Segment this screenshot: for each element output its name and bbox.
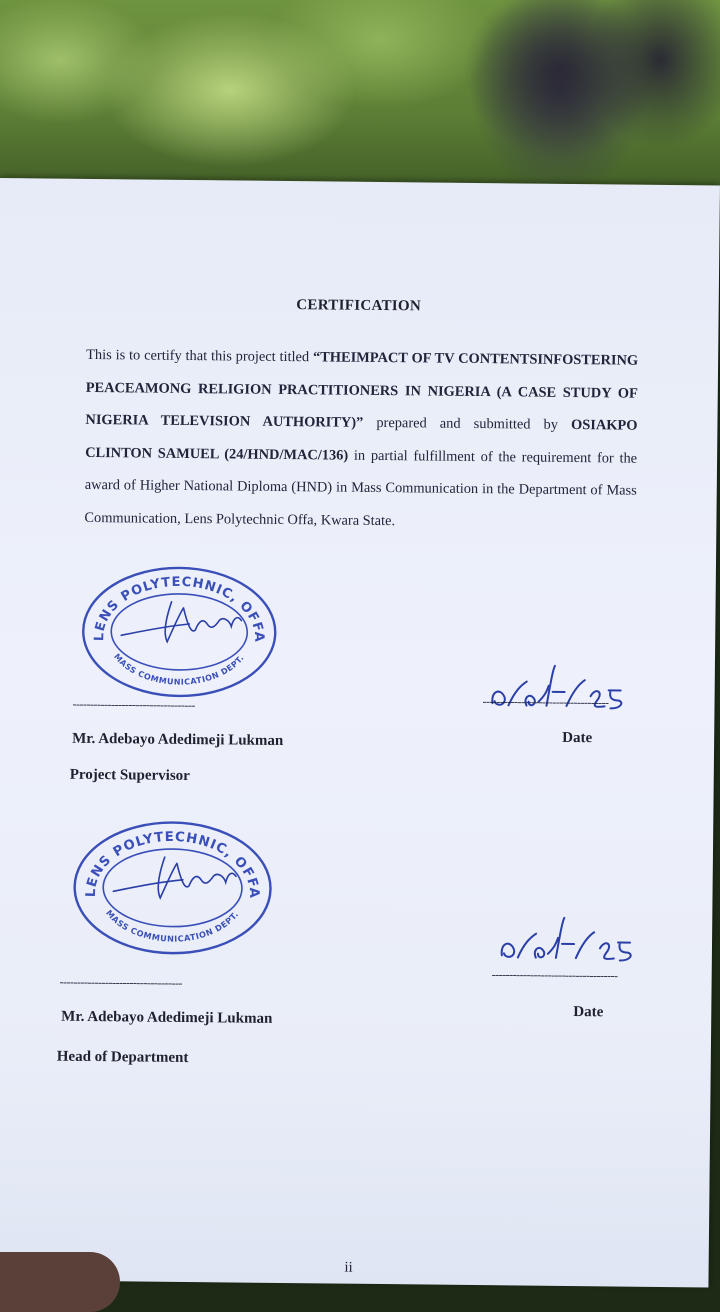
blurred-person [440, 0, 680, 190]
intro-text: This is to certify that this project titled [86, 346, 310, 366]
handwritten-date-1 [486, 661, 637, 719]
department-stamp [79, 563, 280, 701]
stamp-bottom-text: MASS COMMUNICATION DEPT. [112, 651, 246, 687]
supervisor-name: Mr. Adebayo Adedimeji Lukman [72, 730, 284, 749]
date-line-1: ------------------------------------ [482, 694, 609, 710]
handwritten-date-2 [496, 911, 647, 973]
date-line-2: ------------------------------------ [491, 967, 618, 983]
svg-text:LENS POLYTECHNIC, OFFA [84, 829, 262, 899]
project-title: “THEIMPACT OF TV CONTENTSINFOSTERING PEACEAMONG RELIGION PRACTITIONERS IN NIGERIA (A CASE STUDY OF NIGERIA TELEVISION AUTHORITY)” [85, 349, 639, 431]
stamp-top-text: LENS POLYTECHNIC, OFFA [83, 829, 262, 900]
hod-role: Head of Department [56, 1048, 189, 1067]
hod-name: Mr. Adebayo Adedimeji Lukman [61, 1008, 273, 1027]
fulfillment-text: in partial fulfillment of the requirement for the award of Higher National Diploma (HND) in Mass Communication in the Department of Mass Communication, Lens Polytechnic Offa, Kwara State. [84, 447, 638, 529]
stamp-bottom-text: MASS COMMUNICATION DEPT. [104, 907, 241, 944]
student-name: OSIAKPO CLINTON SAMUEL (24/HND/MAC/136) [85, 416, 638, 464]
holding-thumb [0, 1252, 120, 1312]
signature-icon [121, 601, 241, 642]
page-title: CERTIFICATION [296, 297, 422, 315]
page-number: ii [344, 1259, 353, 1276]
supervisor-role: Project Supervisor [69, 766, 190, 785]
prepared-text: prepared and submitted by [376, 414, 559, 433]
signature-icon [113, 857, 236, 899]
certificate-page [0, 178, 720, 1287]
stamp-top-text: LENS POLYTECHNIC, OFFA [92, 574, 267, 643]
certification-paragraph [84, 339, 638, 540]
signature-line-2: ----------------------------------- [59, 974, 183, 990]
supervisor-date-label: Date [562, 729, 593, 747]
hod-date-label: Date [573, 1004, 604, 1021]
department-stamp [70, 817, 275, 959]
signature-line-1: ----------------------------------- [72, 696, 195, 713]
